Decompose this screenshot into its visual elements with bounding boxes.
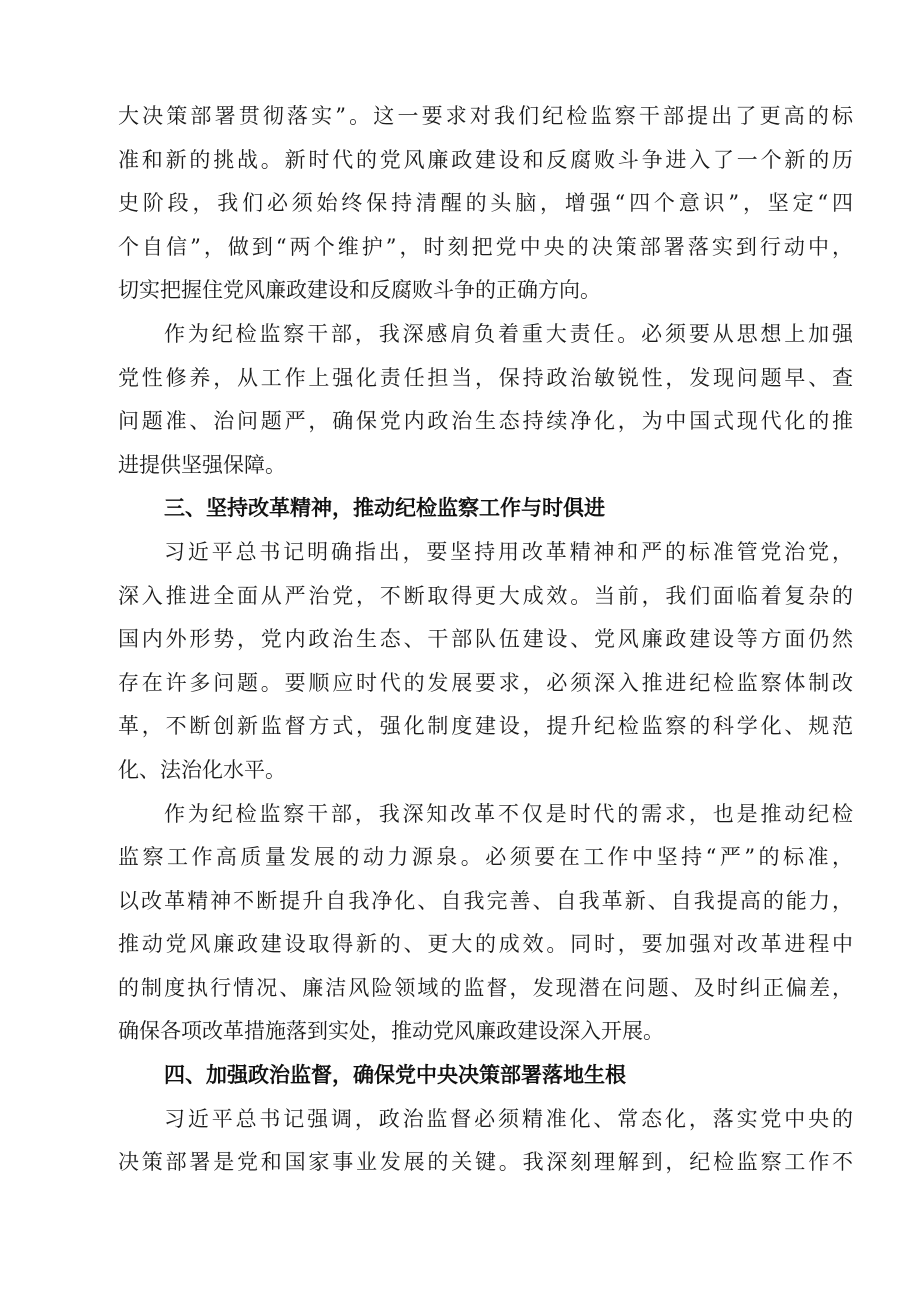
paragraph-line: 准和新的挑战。新时代的党风廉政建设和反腐败斗争进入了一个新的历	[118, 147, 853, 172]
paragraph-line: 个自信”，做到“两个维护”，时刻把党中央的决策部署落实到行动中，	[118, 234, 853, 259]
paragraph-line: 深入推进全面从严治党，不断取得更大成效。当前，我们面临着复杂的	[118, 583, 853, 608]
paragraph-line: 化、法治化水平。	[118, 757, 286, 782]
paragraph-line: 党性修养，从工作上强化责任担当，保持政治敏锐性，发现问题早、查	[118, 365, 853, 390]
paragraph-line: 决策部署是党和国家事业发展的关键。我深刻理解到，纪检监察工作不	[118, 1150, 853, 1175]
paragraph-line: 问题准、治问题严，确保党内政治生态持续净化，为中国式现代化的推	[118, 409, 853, 434]
section-heading-4: 四、加强政治监督，确保党中央决策部署落地生根	[164, 1063, 626, 1088]
paragraph-line: 以改革精神不断提升自我净化、自我完善、自我革新、自我提高的能力，	[118, 888, 853, 913]
paragraph-line: 作为纪检监察干部，我深知改革不仅是时代的需求，也是推动纪检	[164, 801, 853, 826]
paragraph-line: 切实把握住党风廉政建设和反腐败斗争的正确方向。	[118, 278, 601, 303]
paragraph-line: 大决策部署贯彻落实”。这一要求对我们纪检监察干部提出了更高的标	[118, 104, 853, 128]
paragraph-line: 监察工作高质量发展的动力源泉。必须要在工作中坚持“严”的标准，	[118, 845, 853, 870]
paragraph-line: 进提供坚强保障。	[118, 452, 286, 477]
document-body	[118, 95, 853, 1185]
paragraph-line: 革，不断创新监督方式，强化制度建设，提升纪检监察的科学化、规范	[118, 714, 853, 739]
paragraph-line: 确保各项改革措施落到实处，推动党风廉政建设深入开展。	[118, 1019, 664, 1044]
paragraph-line: 推动党风廉政建设取得新的、更大的成效。同时，要加强对改革进程中	[118, 932, 853, 957]
paragraph-line: 习近平总书记强调，政治监督必须精准化、常态化，落实党中央的	[164, 1106, 853, 1131]
paragraph-line: 存在许多问题。要顺应时代的发展要求，必须深入推进纪检监察体制改	[118, 670, 853, 695]
paragraph-line: 史阶段，我们必须始终保持清醒的头脑，增强“四个意识”，坚定“四	[118, 191, 853, 216]
paragraph-line: 作为纪检监察干部，我深感肩负着重大责任。必须要从思想上加强	[164, 321, 853, 346]
paragraph-line: 的制度执行情况、廉洁风险领域的监督，发现潜在问题、及时纠正偏差，	[118, 975, 853, 1000]
paragraph-line: 习近平总书记明确指出，要坚持用改革精神和严的标准管党治党，	[164, 539, 853, 564]
section-heading-3: 三、坚持改革精神，推动纪检监察工作与时俱进	[164, 496, 605, 521]
paragraph-line: 国内外形势，党内政治生态、干部队伍建设、党风廉政建设等方面仍然	[118, 627, 853, 652]
